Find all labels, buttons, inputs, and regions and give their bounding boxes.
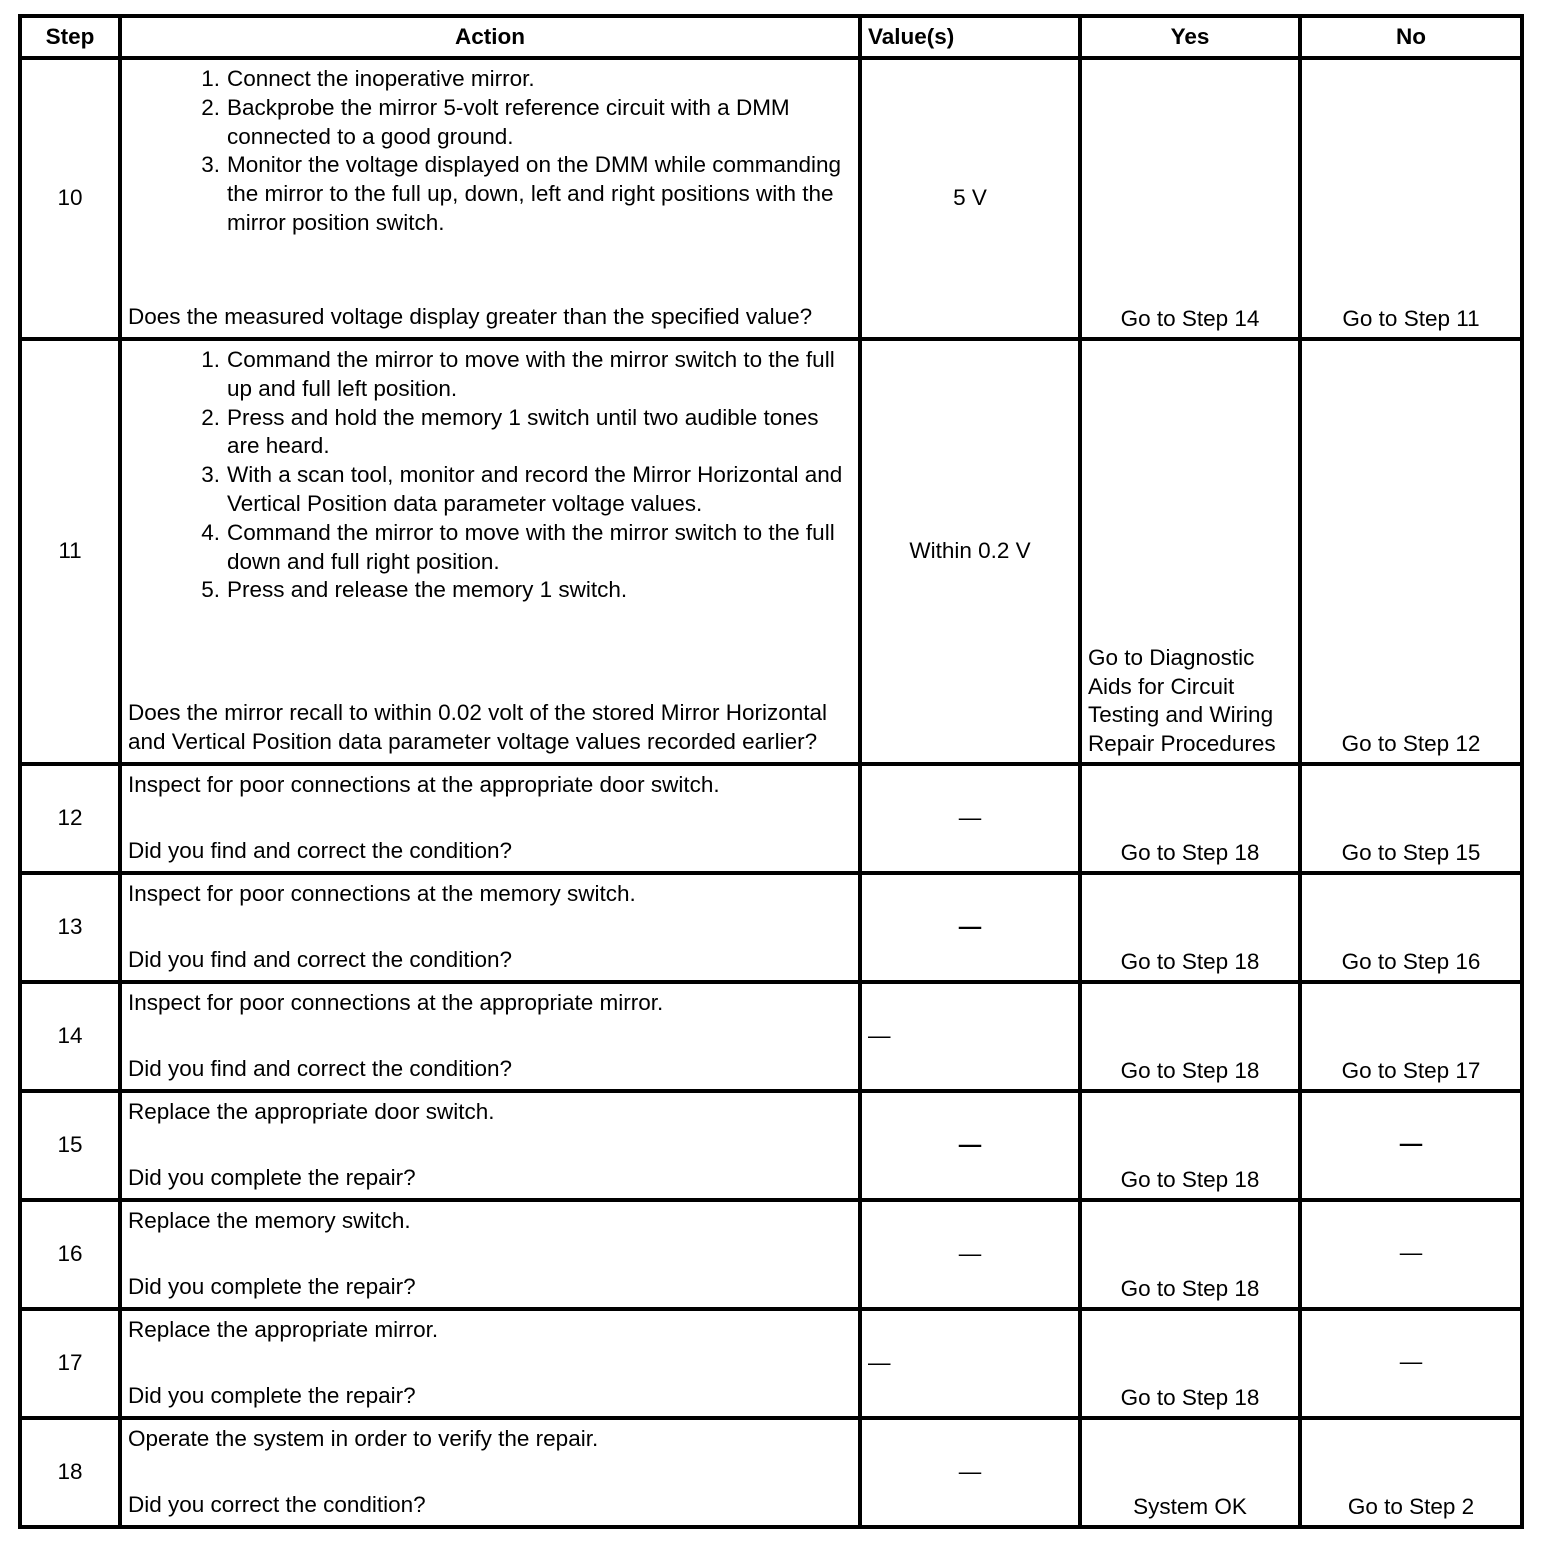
- table-row: [20, 1309, 1522, 1418]
- yes-cell: Go to Step 18: [1080, 764, 1300, 873]
- action-text: Operate the system in order to verify the repair.: [128, 1426, 599, 1451]
- action-cell: [120, 339, 860, 764]
- value-cell: —: [860, 1091, 1080, 1200]
- action-cell: [120, 873, 860, 982]
- action-cell: [120, 58, 860, 339]
- value-cell: —: [860, 1418, 1080, 1527]
- list-item: [128, 94, 852, 152]
- action-question: Does the mirror recall to within 0.02 volt of the stored Mirror Horizontal and Vertical Position data parameter voltage values recorded earlier?: [128, 700, 828, 755]
- value-cell: —: [860, 1309, 1080, 1418]
- value-cell: —: [860, 1200, 1080, 1309]
- item-number: 2.: [201, 94, 220, 120]
- item-number: 1.: [201, 347, 220, 372]
- step-number: 11: [20, 339, 120, 764]
- item-text: Backprobe the mirror 5-volt reference circuit with a DMM connected to a good ground.: [227, 94, 790, 149]
- table-row: [20, 58, 1522, 339]
- action-cell: [120, 1418, 860, 1527]
- step-number: 17: [20, 1309, 120, 1418]
- list-item: [128, 404, 852, 462]
- table-row: [20, 1418, 1522, 1527]
- no-cell: Go to Step 16: [1300, 873, 1522, 982]
- no-cell: Go to Step 15: [1300, 764, 1522, 873]
- header-no: No: [1300, 16, 1522, 58]
- step-number: 14: [20, 982, 120, 1091]
- list-item: [128, 65, 852, 94]
- action-question: Did you complete the repair?: [128, 1165, 416, 1191]
- action-text: Replace the memory switch.: [128, 1208, 411, 1233]
- table-row: [20, 1091, 1522, 1200]
- action-text: Inspect for poor connections at the memory switch.: [128, 881, 636, 906]
- action-cell: [120, 1091, 860, 1200]
- action-question: Does the measured voltage display greater than the specified value?: [128, 304, 813, 330]
- action-text: Inspect for poor connections at the appropriate mirror.: [128, 990, 664, 1015]
- header-action: Action: [120, 16, 860, 58]
- header-yes: Yes: [1080, 16, 1300, 58]
- list-item: [128, 576, 852, 605]
- action-question: Did you find and correct the condition?: [128, 838, 512, 864]
- yes-cell: Go to Step 18: [1080, 1309, 1300, 1418]
- no-cell: —: [1300, 1091, 1522, 1200]
- list-item: [128, 519, 852, 577]
- list-item: [128, 151, 852, 237]
- action-cell: [120, 1309, 860, 1418]
- no-cell: Go to Step 2: [1300, 1418, 1522, 1527]
- action-text: Replace the appropriate door switch.: [128, 1099, 495, 1124]
- item-text: Command the mirror to move with the mirror switch to the full down and full right position.: [227, 519, 835, 574]
- item-number: 1.: [201, 66, 220, 91]
- item-number: 2.: [201, 404, 220, 430]
- table-row: [20, 982, 1522, 1091]
- action-question: Did you complete the repair?: [128, 1383, 416, 1409]
- action-question: Did you find and correct the condition?: [128, 1056, 512, 1082]
- yes-cell: Go to Diagnostic Aids for Circuit Testing and Wiring Repair Procedures: [1080, 339, 1300, 764]
- step-number: 15: [20, 1091, 120, 1200]
- yes-cell: Go to Step 18: [1080, 1091, 1300, 1200]
- value-cell: —: [860, 873, 1080, 982]
- item-text: Press and hold the memory 1 switch until two audible tones are heard.: [227, 404, 819, 459]
- action-cell: [120, 1200, 860, 1309]
- action-text: Inspect for poor connections at the appropriate door switch.: [128, 772, 720, 797]
- table-row: [20, 1200, 1522, 1309]
- step-number: 18: [20, 1418, 120, 1527]
- list-item: [128, 461, 852, 519]
- value-cell: —: [860, 982, 1080, 1091]
- list-item: [128, 346, 852, 404]
- yes-cell: Go to Step 18: [1080, 982, 1300, 1091]
- step-number: 10: [20, 58, 120, 339]
- action-question: Did you complete the repair?: [128, 1274, 416, 1300]
- step-number: 13: [20, 873, 120, 982]
- table-row: [20, 339, 1522, 764]
- action-steps: [128, 346, 852, 605]
- value-cell: —: [860, 764, 1080, 873]
- header-step: Step: [20, 16, 120, 58]
- no-cell: —: [1300, 1309, 1522, 1418]
- no-cell: Go to Step 17: [1300, 982, 1522, 1091]
- action-question: Did you correct the condition?: [128, 1492, 426, 1518]
- value-cell: Within 0.2 V: [860, 339, 1080, 764]
- action-cell: [120, 764, 860, 873]
- item-number: 3.: [201, 462, 220, 488]
- yes-cell: Go to Step 14: [1080, 58, 1300, 339]
- item-number: 5.: [201, 577, 220, 603]
- yes-cell: System OK: [1080, 1418, 1300, 1527]
- action-question: Did you find and correct the condition?: [128, 947, 512, 973]
- no-cell: Go to Step 12: [1300, 339, 1522, 764]
- action-cell: [120, 982, 860, 1091]
- item-text: Connect the inoperative mirror.: [227, 66, 535, 91]
- action-text: Replace the appropriate mirror.: [128, 1317, 439, 1342]
- table-row: [20, 873, 1522, 982]
- no-cell: Go to Step 11: [1300, 58, 1522, 339]
- item-text: With a scan tool, monitor and record the Mirror Horizontal and Vertical Position data parameter voltage values.: [227, 462, 843, 516]
- header-row: [20, 16, 1522, 58]
- action-steps: [128, 65, 852, 238]
- item-text: Monitor the voltage displayed on the DMM while commanding the mirror to the full up, down, left and right positions with the mirror position switch.: [227, 152, 842, 235]
- yes-cell: Go to Step 18: [1080, 873, 1300, 982]
- item-text: Press and release the memory 1 switch.: [227, 577, 628, 603]
- table-row: [20, 764, 1522, 873]
- header-values: Value(s): [860, 16, 1080, 58]
- diagnostic-table-container: [18, 14, 1520, 1529]
- no-cell: —: [1300, 1200, 1522, 1309]
- item-number: 4.: [201, 519, 220, 545]
- value-cell: 5 V: [860, 58, 1080, 339]
- step-number: 12: [20, 764, 120, 873]
- yes-cell: Go to Step 18: [1080, 1200, 1300, 1309]
- item-text: Command the mirror to move with the mirror switch to the full up and full left position.: [227, 347, 835, 401]
- item-number: 3.: [201, 152, 220, 178]
- diagnostic-table: [18, 14, 1524, 1529]
- step-number: 16: [20, 1200, 120, 1309]
